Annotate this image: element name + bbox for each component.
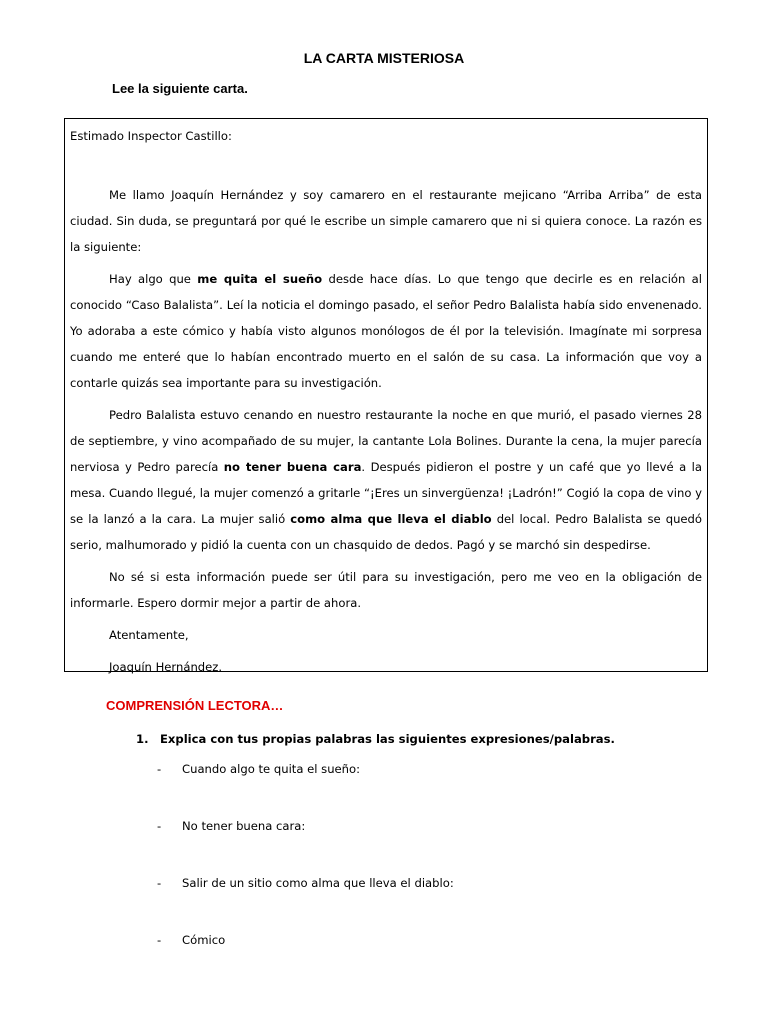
- item-text: Salir de un sitio como alma que lleva el diablo:: [182, 876, 454, 890]
- p2-text-c: desde hace días. Lo que tengo que decirle es en relación al conocido “Caso Balalista”. Leí la noticia el domingo pasado, el señor Pedro Balalista había sido envenenado. Yo adoraba a este cómico y había visto algunos monólogos de él por la televisión. Imagínate mi sorpresa cuando me enteré que lo habían encontrado muerto en el salón de su casa. La información que voy a contarle quizás sea importante para su investigación.: [70, 272, 702, 390]
- item-dash: -: [157, 819, 162, 833]
- letter-paragraph-2: [70, 266, 702, 396]
- p3-text-a: Pedro Balalista estuvo cenando en nuestro restaurante la noche en que murió, el pasado viernes 28 de septiembre, y vino acompañado de su mujer, la cantante Lola Bolines. Durante la cena, la mujer parecía nerviosa y Pedro parecía: [70, 408, 702, 474]
- p3-text-c: . Después pidieron el postre y un café que yo llevé a la mesa. Cuando llegué, la mujer comenzó a gritarle “¡Eres un sinvergüenza! ¡Ladrón!” Cogió la copa de vino y se la lanzó a la cara. La mujer salió: [70, 460, 702, 526]
- letter-closing: Atentamente,: [109, 628, 189, 642]
- question-number: 1.: [136, 732, 149, 746]
- letter-paragraph-3: [70, 402, 702, 558]
- item-dash: -: [157, 762, 162, 776]
- list-item: [157, 762, 360, 776]
- list-item: [157, 819, 305, 833]
- p3-bold-phrase-1: no tener buena cara: [223, 460, 362, 474]
- item-dash: -: [157, 933, 162, 947]
- letter-box: [64, 118, 708, 672]
- document-title: LA CARTA MISTERIOSA: [303, 50, 465, 66]
- section-title: COMPRENSIÓN LECTORA…: [106, 698, 284, 713]
- p2-text-a: Hay algo que: [109, 272, 198, 286]
- letter-paragraph-1: Me llamo Joaquín Hernández y soy camarero en el restaurante mejicano “Arriba Arriba” de esta ciudad. Sin duda, se preguntará por qué le escribe un simple camarero que ni si quiera conoce. La razón es la siguiente:: [70, 188, 702, 254]
- item-text: No tener buena cara:: [182, 819, 306, 833]
- question-1: [136, 732, 615, 746]
- item-text: Cómico: [182, 933, 226, 947]
- item-dash: -: [157, 876, 162, 890]
- list-item: [157, 933, 225, 947]
- p3-text-e: del local. Pedro Balalista se quedó serio, malhumorado y pidió la cuenta con un chasquido de dedos. Pagó y se marchó sin despedirse.: [70, 512, 703, 552]
- letter-greeting: Estimado Inspector Castillo:: [70, 129, 232, 143]
- letter-signature: Joaquín Hernández.: [109, 660, 223, 674]
- p3-bold-phrase-2: como alma que lleva el diablo: [290, 512, 492, 526]
- item-text: Cuando algo te quita el sueño:: [182, 762, 361, 776]
- instruction-text: Lee la siguiente carta.: [112, 81, 248, 96]
- letter-paragraph-4: No sé si esta información puede ser útil para su investigación, pero me veo en la obligación de informarle. Espero dormir mejor a partir de ahora.: [70, 570, 702, 610]
- question-text: Explica con tus propias palabras las siguientes expresiones/palabras.: [160, 732, 615, 746]
- p2-bold-phrase: me quita el sueño: [197, 272, 323, 286]
- list-item: [157, 876, 454, 890]
